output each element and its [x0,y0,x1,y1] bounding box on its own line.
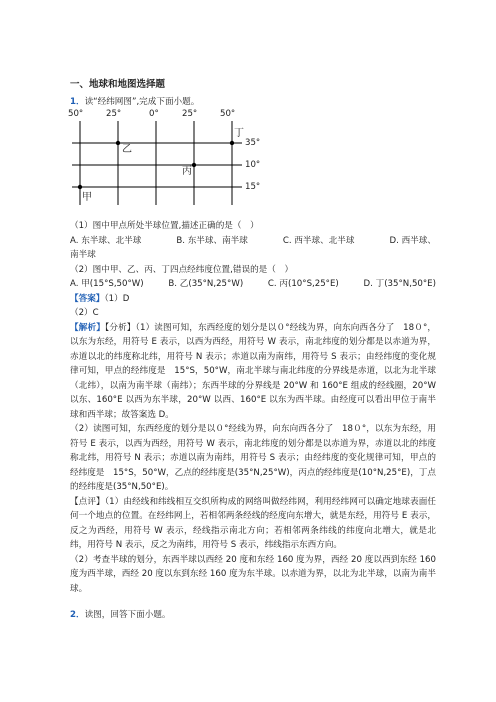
point-yi-dot [116,141,120,145]
sub-question-2: （2）图中甲、乙、丙、丁四点经纬度位置,错误的是（ ） [70,264,294,275]
options-row-1 [70,234,436,249]
lon-label: 25° [182,109,198,119]
point-label-bing: 丙 [182,166,192,177]
option-d[interactable]: D. 西半球、 [389,235,436,246]
point-bing-dot [192,163,196,167]
question-number: 1． [70,96,85,107]
answer-line-2: （2）C [70,308,99,318]
option-d-continued: 南半球 [70,250,96,260]
question-text: 读“经纬网图”,完成下面小题。 [84,96,200,107]
lat-label: 15° [245,182,261,192]
option-d[interactable]: D. 丁(35°N,50°E) [363,279,436,289]
option-b[interactable]: B. 东半球、南半球 [176,235,248,246]
section-title: 一、地球和地图选择题 [70,79,166,90]
point-label-jia: 甲 [82,192,92,203]
answer-tag: 【答案】 [70,293,105,304]
lon-label: 0° [149,109,159,119]
lon-label: 50° [68,109,84,119]
comment-paragraph-1 [70,495,436,553]
question-number: 2． [70,610,85,620]
point-label-ding: 丁 [234,128,244,139]
answer-1: （1）D [104,293,130,304]
answer-line-1 [70,292,436,307]
lon-label: 25° [106,109,122,119]
option-b[interactable]: B. 乙(35°N,25°W) [168,279,244,289]
analysis-text-1: 【分析】（1）读图可知，东西经度的划分是以０°经线为界，向东向西各分了 18０°，以东为东经，用符号 E 表示，以西为西经，用符号 W 表示，南北纬度的划分都是以赤道为界，赤道以北的纬度称北纬，用符号 N 表示；赤道以南为南纬，用符号 S 表示；由经纬度的变化规律可知，甲点的经纬度是 15°S，50°W，南北半球与南北纬度的分界线是赤道，以北为北半球（北纬），以南为南半球（南纬）；东西半球的分界线是 20°W 和 160°E 组成的经线圈，20°W 以东、160°E 以西为东半球，20°W 以西、160°E 以东为西半球。由经度可以看出甲位于南半球和西半球；故答案选 D。 [70,322,436,420]
point-label-yi: 乙 [122,144,132,155]
option-c[interactable]: C. 丙(10°S,25°E) [267,279,339,289]
question-text: 读图，回答下面小题。 [84,610,171,620]
analysis-tag: 【解析】 [70,322,105,333]
document-page [70,78,436,623]
question-2-stem [70,608,436,623]
sub-question-1: （1）图中甲点所处半球位置,描述正确的是（ ） [70,221,259,231]
lon-label: 50° [220,109,236,119]
question-1-stem [70,95,436,110]
point-jia-dot [78,185,82,189]
option-c[interactable]: C. 西半球、北半球 [282,235,355,246]
analysis-paragraph-2: （2）读图可知，东西经度的划分是以０°经线为界，向东向西各分了 18０°，以东为东经，用符号 E 表示，以西为西经，用符号 W 表示，南北纬度的划分都是以赤道为界，赤道以北的纬度称北纬，用符号 N 表示；赤道以南为南纬，用符号 S 表示；由经纬度的变化规律可知，甲点的经纬度是 15°S，50°W，乙点的经纬度是(35°N,25°W)，丙点的经纬度是(10°N,25°E)，丁点的经纬度是(35°N,50°E)。 [70,424,436,492]
comment-tag: 【点评】 [70,496,105,507]
options-row-2 [70,277,436,292]
comment-text-1: （1）由经线和纬线相互交织所构成的网络叫做经纬网，利用经纬网可以确定地球表面任何一个地点的位置。在经纬网上，若相邻两条经线的经度向东增大，就是东经，用符号 E 表示，反之为西经，用符号 W 表示，经线指示南北方向；若相邻两条纬线的纬度向北增大，就是北纬，用符号 N 表示，反之为南纬，用符号 S 表示，纬线指示东西方向。 [70,496,436,550]
comment-paragraph-2: （2）考查半球的划分，东西半球以西经 20 度和东经 160 度为界，西经 20 度以西到东经 160 度为西半球，西经 20 度以东到东经 160 度为东半球。以赤道为界，以北为北半球，以南为南半球。 [70,554,436,594]
lat-long-grid-map [68,109,280,213]
lat-label: 10° [245,160,261,170]
option-a[interactable]: A. 甲(15°S,50°W) [70,279,144,289]
option-a[interactable]: A. 东半球、北半球 [70,235,142,246]
analysis-paragraph-1 [70,321,436,423]
lat-label: 35° [245,138,261,148]
